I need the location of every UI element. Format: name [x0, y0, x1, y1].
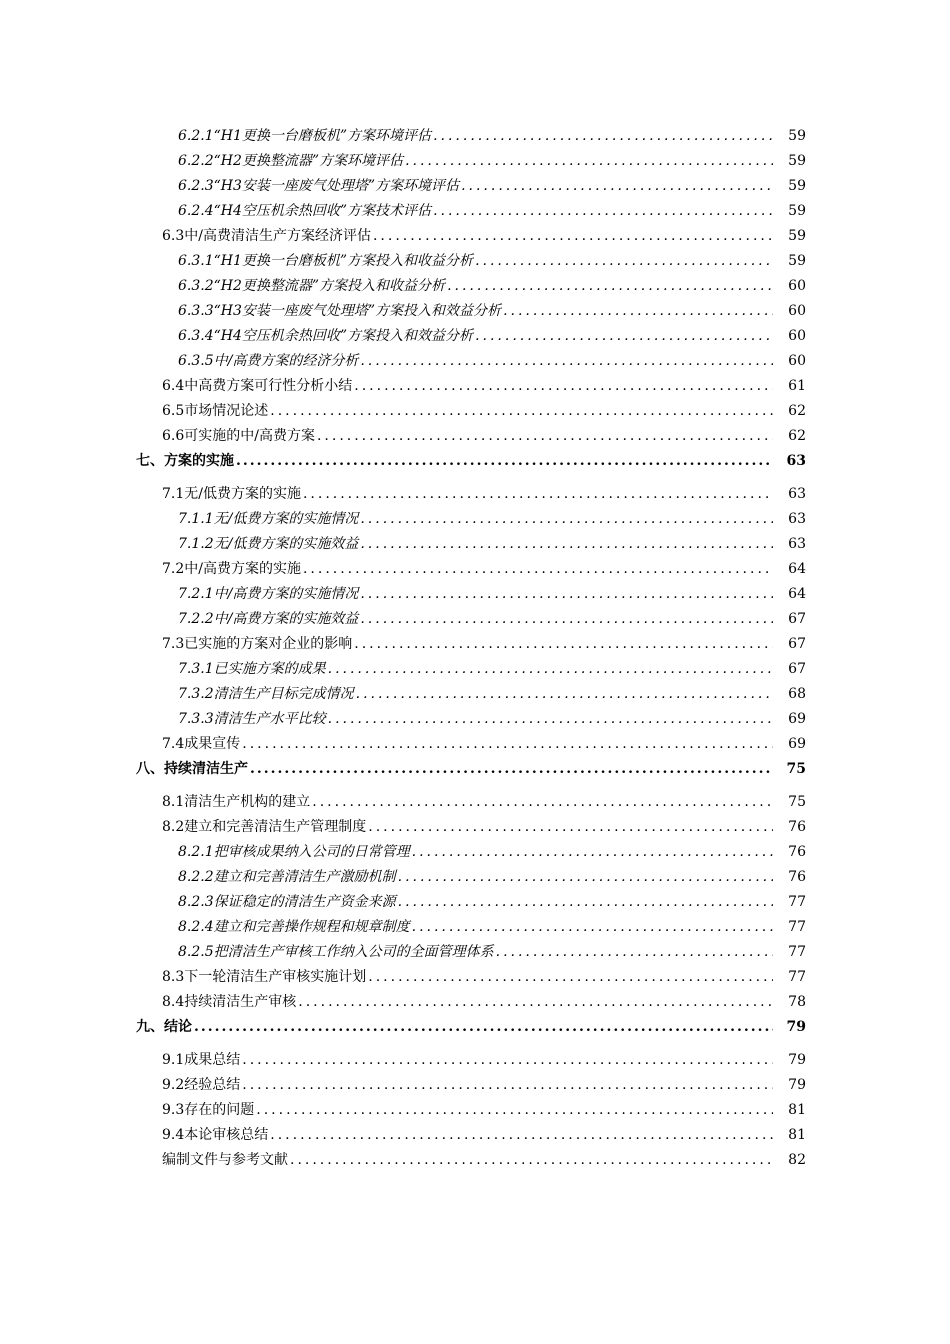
toc-entry-page-number: 64 [788, 586, 806, 602]
toc-leader-dots [360, 349, 773, 374]
toc-entry-page-number: 59 [788, 253, 806, 269]
toc-leader-dots [317, 424, 773, 449]
toc-entry-title: 6.6可实施的中/高费方案 [162, 428, 315, 444]
toc-entry[interactable] [0, 324, 950, 349]
toc-leader-dots [194, 1015, 773, 1040]
toc-entry-page-number: 63 [788, 486, 806, 502]
toc-leader-dots [503, 299, 773, 324]
toc-entry-page-number: 75 [786, 761, 806, 777]
toc-leader-dots [368, 965, 773, 990]
toc-leader-dots [290, 1148, 773, 1173]
toc-entry-title: 7.3.2清洁生产目标完成情况 [178, 686, 354, 702]
toc-entry[interactable] [0, 224, 950, 249]
toc-entry[interactable] [0, 424, 950, 449]
toc-entry-page-number: 77 [788, 969, 806, 985]
toc-entry-title: 6.2.3“H3安装一座废气处理塔”方案环境评估 [178, 178, 460, 194]
toc-entry[interactable] [0, 965, 950, 990]
toc-entry-title: 7.4成果宣传 [162, 736, 241, 752]
toc-entry-title: 8.2.1把审核成果纳入公司的日常管理 [178, 844, 410, 860]
toc-entry-title: 7.2中/高费方案的实施 [162, 561, 301, 577]
toc-leader-dots [398, 890, 773, 915]
toc-entry-page-number: 82 [788, 1152, 806, 1168]
toc-entry[interactable] [0, 682, 950, 707]
toc-entry[interactable] [0, 990, 950, 1015]
toc-entry[interactable] [0, 757, 950, 782]
toc-entry-page-number: 59 [788, 228, 806, 244]
toc-leader-dots [360, 532, 773, 557]
toc-entry-title: 8.2建立和完善清洁生产管理制度 [162, 819, 367, 835]
toc-entry-page-number: 67 [788, 661, 806, 677]
toc-entry[interactable] [0, 707, 950, 732]
toc-leader-dots [461, 174, 773, 199]
toc-leader-dots [328, 657, 773, 682]
toc-entry-page-number: 59 [788, 178, 806, 194]
toc-entry-page-number: 77 [788, 944, 806, 960]
toc-entry[interactable] [0, 840, 950, 865]
toc-entry-page-number: 62 [788, 403, 806, 419]
toc-entry[interactable] [0, 149, 950, 174]
toc-leader-dots [298, 990, 773, 1015]
toc-entry-title: 6.3中/高费清洁生产方案经济评估 [162, 228, 371, 244]
toc-leader-dots [270, 1123, 773, 1148]
toc-leader-dots [328, 707, 773, 732]
toc-entry-title: 6.3.5中/高费方案的经济分析 [178, 353, 359, 369]
toc-entry-title: 八、持续清洁生产 [136, 761, 248, 777]
toc-entry-title: 编制文件与参考文献 [162, 1152, 288, 1168]
toc-entry[interactable] [0, 374, 950, 399]
toc-leader-dots [433, 124, 773, 149]
toc-entry-page-number: 77 [788, 894, 806, 910]
toc-entry-title: 6.2.2“H2更换整流器”方案环境评估 [178, 153, 404, 169]
toc-entry[interactable] [0, 199, 950, 224]
toc-entry[interactable] [0, 1015, 950, 1040]
toc-entry-page-number: 60 [788, 353, 806, 369]
toc-leader-dots [236, 449, 773, 474]
toc-entry[interactable] [0, 174, 950, 199]
toc-entry-title: 7.1无/低费方案的实施 [162, 486, 301, 502]
toc-entry-title: 8.1清洁生产机构的建立 [162, 794, 311, 810]
toc-entry-title: 6.3.2“H2更换整流器”方案投入和收益分析 [178, 278, 446, 294]
toc-entry[interactable] [0, 940, 950, 965]
toc-leader-dots [447, 274, 773, 299]
toc-entry[interactable] [0, 557, 950, 582]
toc-entry[interactable] [0, 482, 950, 507]
toc-entry-page-number: 69 [788, 711, 806, 727]
toc-entry-title: 9.3存在的问题 [162, 1102, 255, 1118]
toc-entry[interactable] [0, 582, 950, 607]
toc-entry[interactable] [0, 399, 950, 424]
toc-entry-title: 6.5市场情况论述 [162, 403, 269, 419]
toc-entry-page-number: 81 [788, 1102, 806, 1118]
toc-entry-page-number: 59 [788, 128, 806, 144]
toc-entry[interactable] [0, 249, 950, 274]
toc-entry[interactable] [0, 890, 950, 915]
toc-leader-dots [412, 915, 773, 940]
toc-leader-dots [360, 607, 773, 632]
toc-entry[interactable] [0, 299, 950, 324]
toc-entry-title: 7.3已实施的方案对企业的影响 [162, 636, 353, 652]
toc-entry-page-number: 75 [788, 794, 806, 810]
toc-entry[interactable] [0, 532, 950, 557]
toc-entry-page-number: 76 [788, 819, 806, 835]
table-of-contents [0, 124, 950, 1173]
toc-entry-page-number: 81 [788, 1127, 806, 1143]
toc-entry[interactable] [0, 274, 950, 299]
toc-leader-dots [412, 840, 773, 865]
toc-leader-dots [433, 199, 773, 224]
toc-entry-page-number: 77 [788, 919, 806, 935]
toc-entry[interactable] [0, 607, 950, 632]
toc-entry-title: 6.3.4“H4空压机余热回收”方案投入和效益分析 [178, 328, 474, 344]
toc-entry[interactable] [0, 790, 950, 815]
toc-entry-title: 7.3.1已实施方案的成果 [178, 661, 326, 677]
toc-entry[interactable] [0, 657, 950, 682]
toc-entry-title: 九、结论 [136, 1019, 192, 1035]
toc-entry-title: 8.3下一轮清洁生产审核实施计划 [162, 969, 367, 985]
toc-leader-dots [475, 324, 773, 349]
toc-leader-dots [354, 374, 773, 399]
toc-leader-dots [398, 865, 773, 890]
toc-entry-title: 6.4中高费方案可行性分析小结 [162, 378, 353, 394]
toc-entry-title: 8.4持续清洁生产审核 [162, 994, 297, 1010]
toc-entry-title: 9.4本论审核总结 [162, 1127, 269, 1143]
toc-entry-page-number: 59 [788, 203, 806, 219]
toc-entry[interactable] [0, 1123, 950, 1148]
toc-entry-title: 8.2.2建立和完善清洁生产激励机制 [178, 869, 396, 885]
toc-leader-dots [360, 582, 773, 607]
toc-leader-dots [356, 682, 773, 707]
toc-entry[interactable] [0, 815, 950, 840]
toc-entry-title: 7.1.2无/低费方案的实施效益 [178, 536, 359, 552]
toc-entry-page-number: 79 [786, 1019, 806, 1035]
toc-entry-page-number: 60 [788, 303, 806, 319]
toc-entry[interactable] [0, 507, 950, 532]
toc-entry-title: 8.2.5把清洁生产审核工作纳入公司的全面管理体系 [178, 944, 494, 960]
toc-entry-page-number: 62 [788, 428, 806, 444]
toc-entry-page-number: 78 [788, 994, 806, 1010]
toc-entry-page-number: 63 [788, 536, 806, 552]
toc-entry-title: 8.2.4建立和完善操作规程和规章制度 [178, 919, 410, 935]
toc-leader-dots [354, 632, 773, 657]
toc-leader-dots [303, 557, 773, 582]
toc-entry-title: 9.2经验总结 [162, 1077, 241, 1093]
toc-entry-page-number: 61 [788, 378, 806, 394]
toc-leader-dots [270, 399, 773, 424]
toc-leader-dots [373, 224, 773, 249]
toc-entry[interactable] [0, 1098, 950, 1123]
toc-entry-page-number: 68 [788, 686, 806, 702]
toc-entry-title: 6.3.1“H1更换一台磨板机”方案投入和收益分析 [178, 253, 474, 269]
toc-entry[interactable] [0, 124, 950, 149]
toc-leader-dots [475, 249, 773, 274]
toc-entry-page-number: 76 [788, 844, 806, 860]
toc-leader-dots [405, 149, 773, 174]
toc-entry[interactable] [0, 915, 950, 940]
toc-entry-page-number: 67 [788, 636, 806, 652]
toc-leader-dots [242, 1073, 773, 1098]
toc-entry[interactable] [0, 632, 950, 657]
toc-leader-dots [250, 757, 773, 782]
toc-entry-title: 7.2.2中/高费方案的实施效益 [178, 611, 359, 627]
toc-entry-page-number: 76 [788, 869, 806, 885]
toc-entry[interactable] [0, 349, 950, 374]
toc-entry-page-number: 59 [788, 153, 806, 169]
toc-entry-page-number: 67 [788, 611, 806, 627]
toc-entry-page-number: 79 [788, 1052, 806, 1068]
toc-entry-page-number: 63 [786, 453, 806, 469]
toc-entry-page-number: 60 [788, 328, 806, 344]
toc-entry-title: 6.2.4“H4空压机余热回收”方案技术评估 [178, 203, 432, 219]
toc-leader-dots [303, 482, 773, 507]
toc-entry[interactable] [0, 1148, 950, 1173]
toc-leader-dots [242, 732, 773, 757]
toc-entry[interactable] [0, 732, 950, 757]
toc-entry-title: 七、方案的实施 [136, 453, 234, 469]
toc-entry-title: 7.2.1中/高费方案的实施情况 [178, 586, 359, 602]
toc-entry-title: 6.3.3“H3安装一座废气处理塔”方案投入和效益分析 [178, 303, 502, 319]
toc-entry-page-number: 79 [788, 1077, 806, 1093]
toc-leader-dots [360, 507, 773, 532]
toc-leader-dots [496, 940, 773, 965]
toc-entry-page-number: 60 [788, 278, 806, 294]
toc-leader-dots [368, 815, 773, 840]
toc-entry-title: 6.2.1“H1更换一台磨板机”方案环境评估 [178, 128, 432, 144]
toc-entry-title: 7.1.1无/低费方案的实施情况 [178, 511, 359, 527]
toc-entry-page-number: 64 [788, 561, 806, 577]
toc-leader-dots [256, 1098, 773, 1123]
toc-entry-page-number: 63 [788, 511, 806, 527]
toc-entry[interactable] [0, 449, 950, 474]
toc-leader-dots [242, 1048, 773, 1073]
toc-entry-title: 7.3.3清洁生产水平比较 [178, 711, 326, 727]
toc-entry[interactable] [0, 1073, 950, 1098]
toc-leader-dots [312, 790, 773, 815]
toc-entry-page-number: 69 [788, 736, 806, 752]
toc-entry-title: 9.1成果总结 [162, 1052, 241, 1068]
toc-entry[interactable] [0, 1048, 950, 1073]
toc-entry-title: 8.2.3保证稳定的清洁生产资金来源 [178, 894, 396, 910]
toc-entry[interactable] [0, 865, 950, 890]
